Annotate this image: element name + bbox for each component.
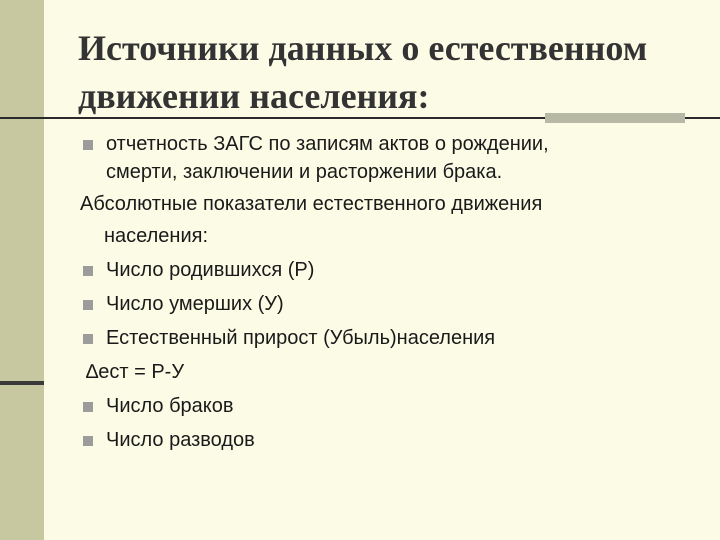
heading-text-continued: населения: <box>104 225 209 247</box>
sidebar-divider <box>0 381 44 385</box>
heading-text: Абсолютные показатели естественного движения <box>80 193 543 215</box>
natural-growth-formula: ∆ест = Р-У <box>86 361 185 383</box>
list-item-text: Число родившихся (Р) <box>106 259 315 281</box>
square-bullet-icon <box>83 300 93 310</box>
sidebar-decoration <box>0 0 44 540</box>
list-item-text-continued: смерти, заключении и расторжении брака. <box>106 161 503 183</box>
list-item-divorces <box>80 424 700 456</box>
list-item-source <box>80 128 700 186</box>
list-item-marriages <box>80 390 700 422</box>
slide-title <box>78 24 698 120</box>
slide-title-line-1: Источники данных о естественном <box>78 28 648 68</box>
square-bullet-icon <box>83 402 93 412</box>
list-item-births <box>80 254 700 286</box>
list-item-text: Число умерших (У) <box>106 293 284 315</box>
list-item-text: Число разводов <box>106 429 255 451</box>
list-item-text: отчетность ЗАГС по записям актов о рождении, <box>106 133 549 155</box>
list-item-natural-growth <box>80 322 700 354</box>
absolute-indicators-heading <box>80 188 700 252</box>
list-item-text: Число браков <box>106 395 234 417</box>
square-bullet-icon <box>83 140 93 150</box>
square-bullet-icon <box>83 334 93 344</box>
list-item-text: Естественный прирост (Убыль)населения <box>106 327 496 349</box>
slide-title-line-2: движении населения: <box>78 76 430 116</box>
square-bullet-icon <box>83 436 93 446</box>
slide-body <box>80 128 700 458</box>
list-item-deaths <box>80 288 700 320</box>
square-bullet-icon <box>83 266 93 276</box>
title-underline-accent <box>545 113 685 123</box>
